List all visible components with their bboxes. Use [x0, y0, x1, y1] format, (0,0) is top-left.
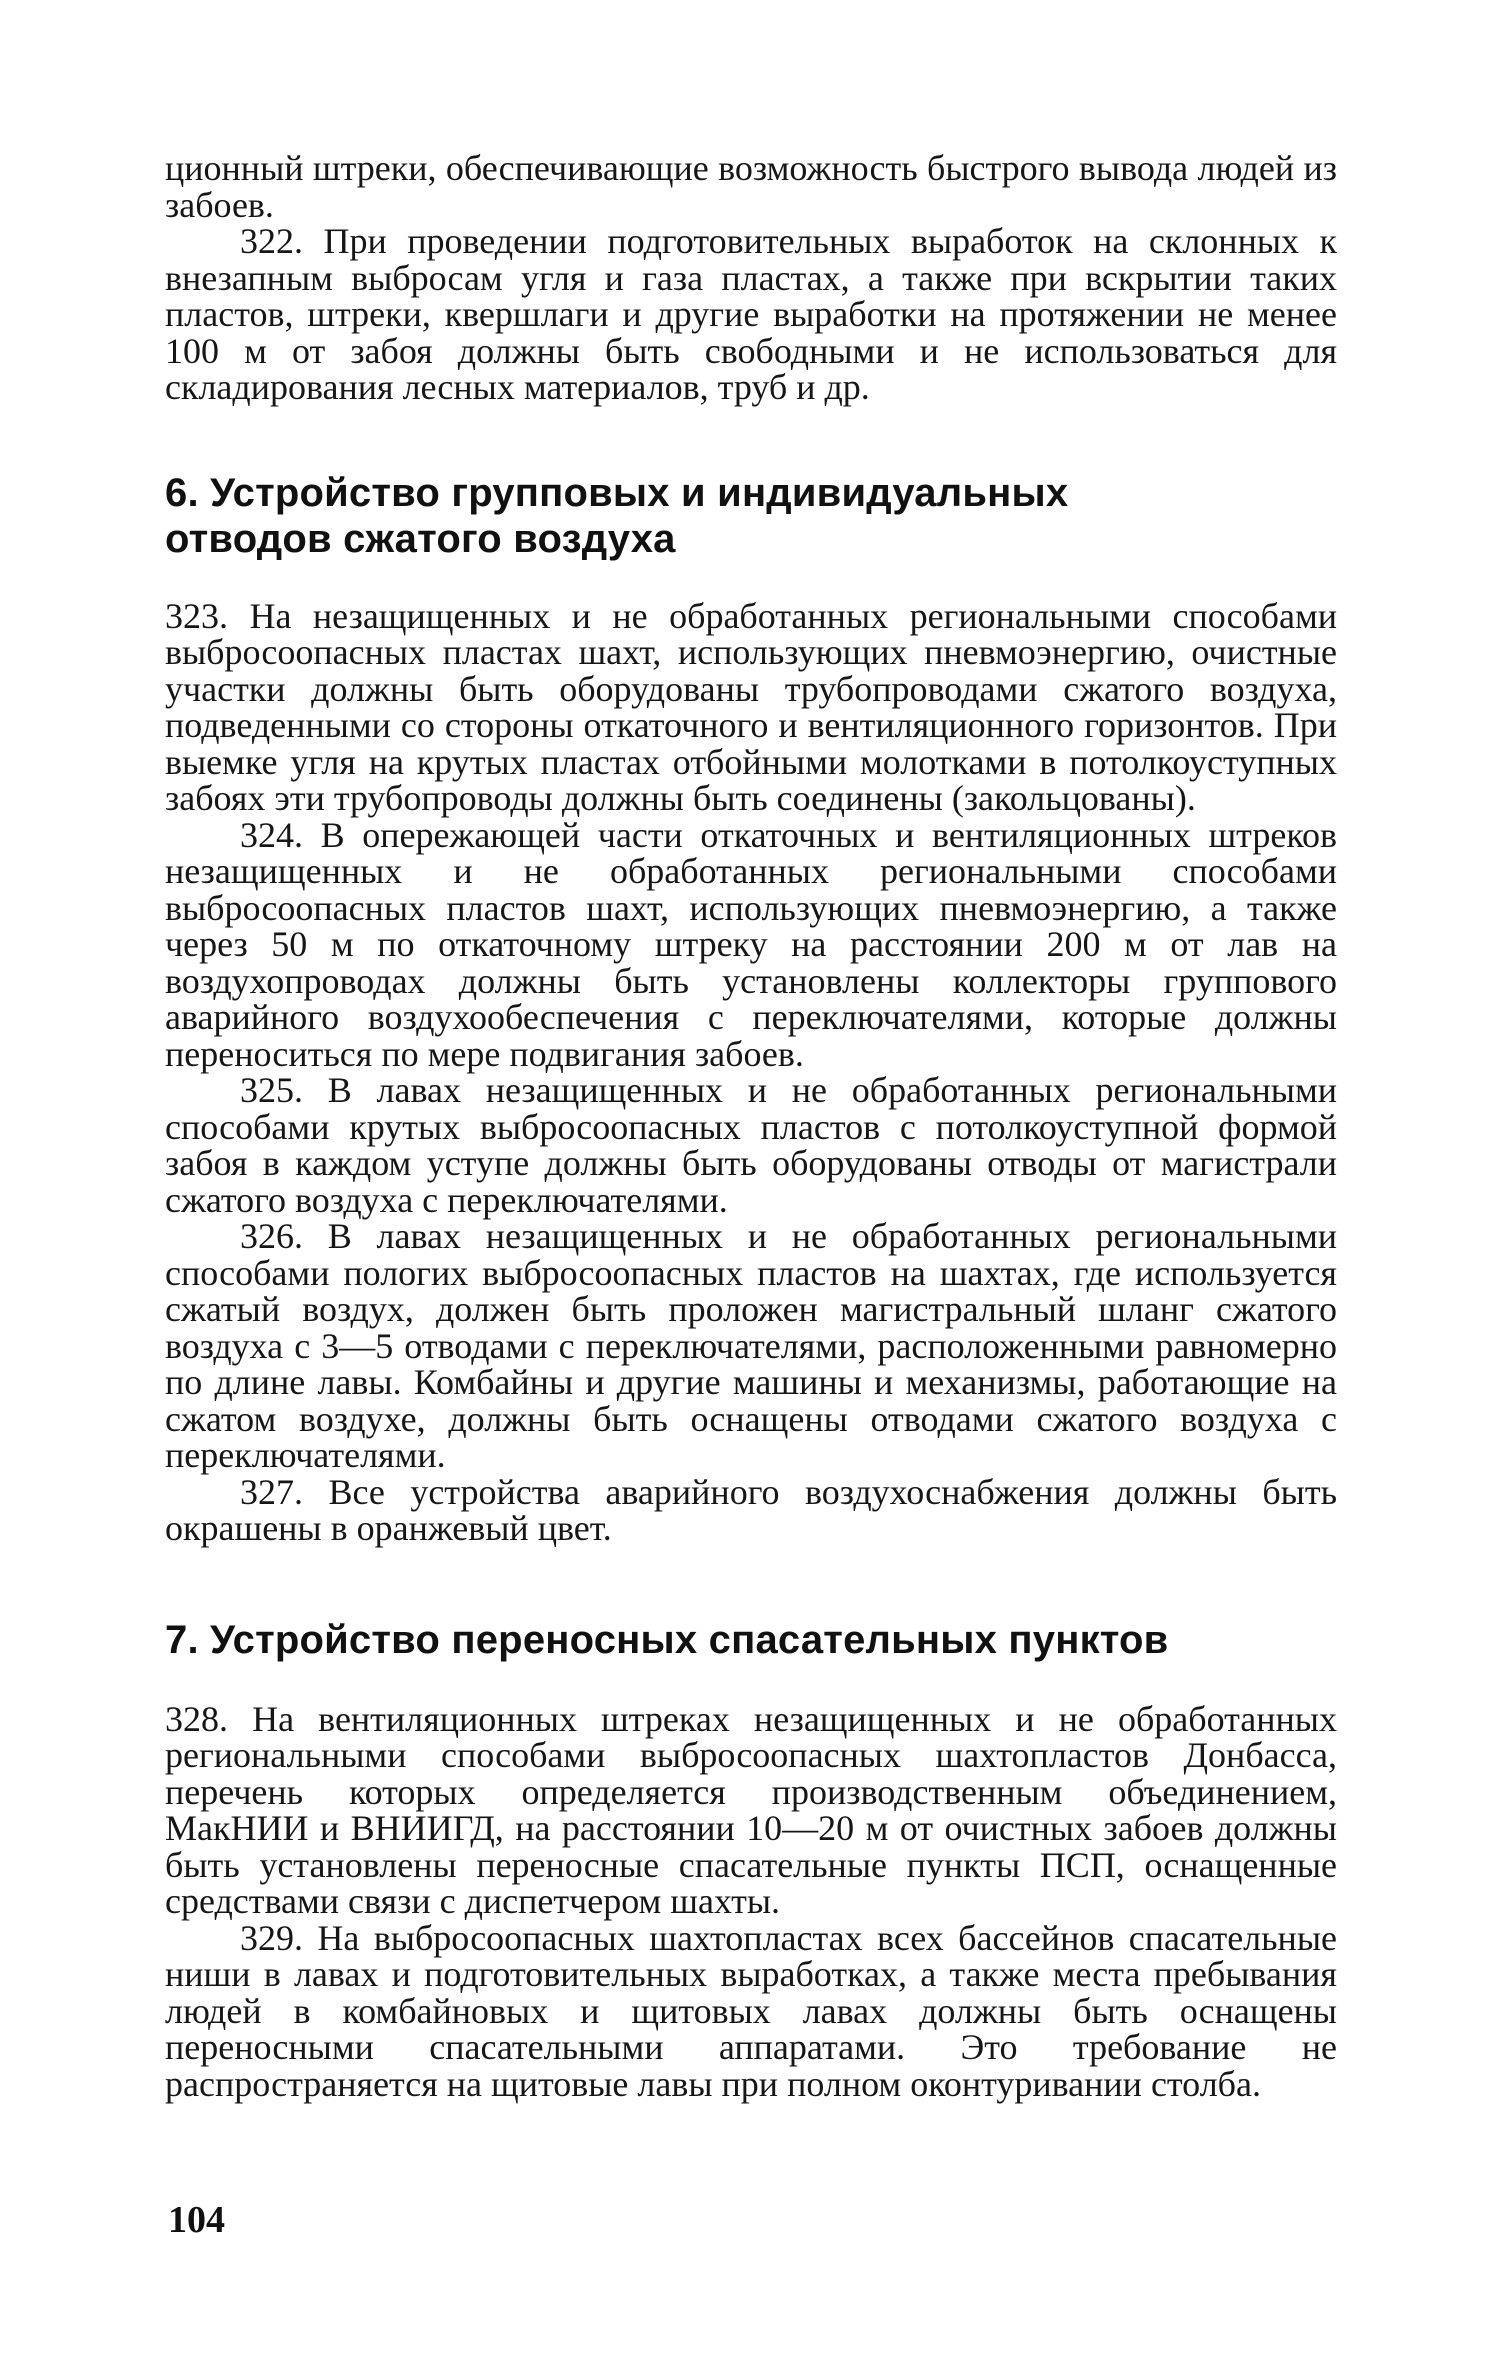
paragraph-327: 327. Все устройства аварийного воздухоснабжения должны быть окрашены в оранжевый цвет. [165, 1471, 1337, 1548]
paragraph-328: 328. На вентиляционных штреках незащищенных и не обработанных региональными способами выбросоопасных шахтопластов Донбасса, перечень которых определяется производственным объединением, МакНИИ и ВНИИГД, на расстоянии 10—20 м от очистных забоев должны быть установлены переносные спасательные пункты ПСП, оснащенные средствами связи с диспетчером шахты. [165, 1698, 1337, 1921]
paragraph-326: 326. В лавах незащищенных и не обработанных региональными способами пологих выбросоопасных пластов на шахтах, где используется сжатый воздух, должен быть проложен магистральный шланг сжатого воздуха с 3—5 отводами с переключателями, расположенными равномерно по длине лавы. Комбайны и другие машины и механизмы, работающие на сжатом воздухе, должны быть оснащены отводами сжатого воздуха с переключателями. [165, 1216, 1337, 1475]
section-6-heading [165, 470, 1337, 562]
paragraph-329: 329. На выбросоопасных шахтопластах всех бассейнов спасательные ниши в лавах и подготовительных выработках, а также места пребывания людей в комбайновых и щитовых лавах должны быть оснащены переносными спасательными аппаратами. Это требование не распространяется на щитовые лавы при полном оконтуривании столба. [165, 1917, 1337, 2104]
section-6-title-line1: 6. Устройство групповых и индивидуальных [165, 470, 1069, 515]
paragraph-322: 322. При проведении подготовительных выработок на склонных к внезапным выбросам угля и газа пластах, а также при вскрытии таких пластов, штреки, квершлаги и другие выработки на протяжении не менее 100 м от забоя должны быть свободными и не использоваться для складирования лесных материалов, труб и др. [165, 221, 1337, 407]
paragraph-continuation: ционный штреки, обеспечивающие возможность быстрого вывода людей из забоев. [165, 148, 1337, 225]
paragraph-324: 324. В опережающей части откаточных и вентиляционных штреков незащищенных и не обработанных региональными способами выбросоопасных пластов шахт, использующих пневмоэнергию, а также через 50 м по откаточному штреку на расстоянии 200 м от лав на воздухопроводах должны быть установлены коллекторы группового аварийного воздухообеспечения с переключателями, которые должны переноситься по мере подвигания забоев. [165, 814, 1337, 1074]
paragraph-323: 323. На незащищенных и не обработанных региональными способами выбросоопасных пластах шахт, использующих пневмоэнергию, очистные участки должны быть оборудованы трубопроводами сжатого воздуха, подведенными со стороны откаточного и вентиляционного горизонтов. При выемке угля на крутых пластах отбойными молотками в потолкоуступных забоях эти трубопроводы должны быть соединены (закольцованы). [165, 595, 1337, 818]
section-6-title-line2: отводов сжатого воздуха [165, 516, 676, 561]
page-number: 104 [168, 2199, 225, 2241]
section-7-heading: 7. Устройство переносных спасательных пунктов [165, 1617, 1169, 1662]
page-body [165, 150, 1337, 2102]
paragraph-325: 325. В лавах незащищенных и не обработанных региональными способами крутых выбросоопасных пластов с потолкоуступной формой забоя в каждом уступе должны быть оборудованы отводы от магистрали сжатого воздуха с переключателями. [165, 1070, 1337, 1220]
